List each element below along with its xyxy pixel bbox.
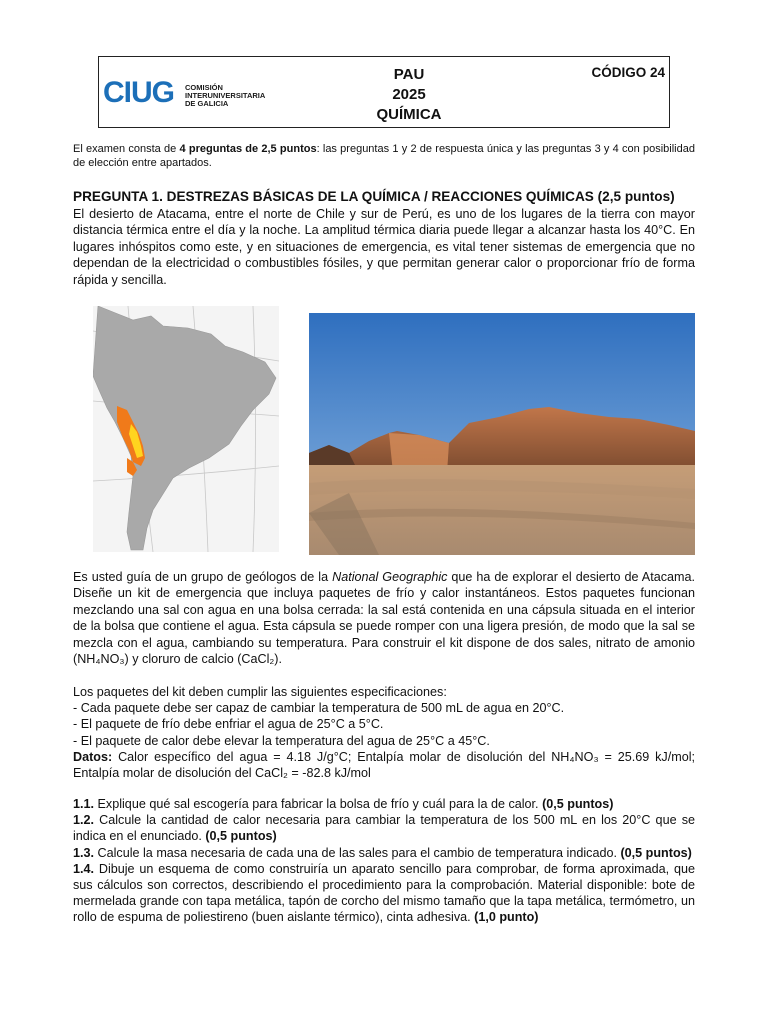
subquestion-points: (0,5 puntos)	[205, 829, 277, 844]
exam-name: PAU	[393, 66, 425, 83]
instructions-text-1: El examen consta de	[73, 143, 180, 155]
scenario-text-2: que ha de explorar el desierto de Atacama. Diseñe un kit de emergencia que incluya paquetes de frío y calor instantáneos. Estos paquetes funcionan mezclando una sal con agua en una bolsa cerrada: la sal está contenida en una cápsula situada en el interior de la bolsa que contiene el agua. Esta cápsula se puede romper con una ligera presión, de modo que la sal se mezcla con el agua, cambiando su temperatura. Para construir el kit dispone de dos sales, nitrato de amonio (NH₄NO₃) y cloruro de calcio (CaCl₂).	[73, 570, 695, 667]
subquestion-points: (0,5 puntos)	[620, 845, 692, 860]
subquestion-text: Calcule la cantidad de calor necesaria para cambiar la temperatura de los 500 mL en los 20°C que se indica en el enunciado.	[73, 813, 695, 844]
question-1-title: PREGUNTA 1. DESTREZAS BÁSICAS DE LA QUÍMICA / REACCIONES QUÍMICAS (2,5 puntos)	[73, 189, 675, 204]
logo-wordmark: CIUG	[103, 76, 174, 109]
subquestion-1-4	[73, 861, 695, 926]
ciug-logo	[103, 75, 273, 111]
subquestion-1-1	[73, 796, 695, 812]
question-1-scenario	[73, 569, 695, 667]
exam-subject: QUÍMICA	[376, 106, 442, 123]
subquestion-number: 1.3.	[73, 845, 95, 860]
subquestion-points: (1,0 punto)	[474, 910, 539, 925]
south-america-map	[93, 306, 279, 552]
subquestion-number: 1.2.	[73, 813, 95, 828]
data-paragraph	[73, 749, 695, 781]
instructions-bold: 4 preguntas de 2,5 puntos	[179, 143, 317, 155]
subquestion-points: (0,5 puntos)	[542, 797, 614, 811]
data-label: Datos:	[73, 749, 113, 764]
specs-intro: Los paquetes del kit deben cumplir las siguientes especificaciones:	[73, 685, 447, 699]
logo-line-3: DE GALICIA	[185, 99, 229, 108]
subquestion-number: 1.4.	[73, 861, 95, 876]
subquestion-text: Calcule la masa necesaria de cada una de las sales para el cambio de temperatura indicado.	[94, 845, 621, 860]
logo-line-1: COMISIÓN	[185, 83, 223, 92]
subquestion-1-2	[73, 812, 695, 844]
exam-title-block	[329, 65, 489, 125]
logo-line-2: INTERUNIVERSITARIA	[185, 91, 266, 100]
subquestion-text: Dibuje un esquema de como construiría un aparato sencillo para comprobar, de forma aproximada, que sus cálculos son correctos, describiendo el procedimiento para la comprobación. Material disponible: bote de mermelada grande con tapa metálica, tapón de corcho del mismo tamaño que la tapa metálica, termómetro, un rollo de espuma de poliestireno (buen aislante térmico), cinta adhesiva.	[73, 861, 695, 925]
atacama-desert-photo	[309, 313, 695, 555]
question-1-context: El desierto de Atacama, entre el norte de Chile y sur de Perú, es uno de los lugares de la tierra con mayor distancia térmica entre el día y la noche. La amplitud térmica diaria puede llegar a alcanzar hasta los 40°C. En lugares inhóspitos como este, y en situaciones de emergencia, es vital tener sistemas de emergencia que no dependan de la electricidad o combustibles fósiles, y que permitan generar calor o proporcionar frío de forma rápida y sencilla.	[73, 207, 695, 287]
spec-item-1: - Cada paquete debe ser capaz de cambiar la temperatura de 500 mL de agua en 20°C.	[73, 701, 565, 716]
question-1-subitems	[73, 796, 695, 926]
data-values: Calor específico del agua = 4.18 J/g°C; Entalpía molar de disolución del NH₄NO₃ = 25.69 kJ/mol; Entalpía molar de disolución del CaCl₂ = -82.8 kJ/mol	[73, 749, 695, 781]
exam-year: 2025	[392, 86, 426, 103]
exam-instructions	[73, 142, 695, 170]
scenario-text-1: Es usted guía de un grupo de geólogos de la	[73, 570, 333, 584]
scenario-magazine-name: National Geographic	[332, 570, 448, 584]
spec-item-3: - El paquete de calor debe elevar la temperatura del agua de 25°C a 45°C.	[73, 733, 490, 748]
logo-caption	[185, 84, 265, 108]
instructions-text-2: : las preguntas 1 y 2 de respuesta única y las preguntas 3 y 4 con posibilidad de elección entre apartados.	[73, 143, 695, 169]
subquestion-number: 1.1.	[73, 797, 95, 811]
exam-code: CÓDIGO 24	[591, 65, 665, 80]
kit-specifications	[73, 684, 695, 781]
subquestion-text: Explique qué sal escogería para fabricar la bolsa de frío y cuál para la de calor.	[94, 797, 543, 811]
spec-item-2: - El paquete de frío debe enfriar el agua de 25°C a 5°C.	[73, 717, 384, 732]
subquestion-1-3	[73, 845, 695, 861]
exam-header	[98, 56, 670, 128]
